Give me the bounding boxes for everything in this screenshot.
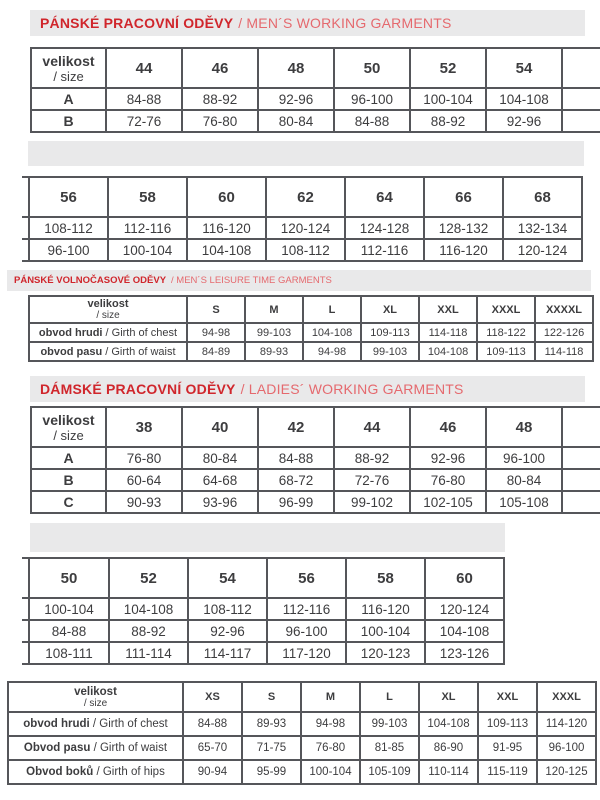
table-row bbox=[31, 110, 600, 132]
row-label-czech: obvod hrudi bbox=[38, 326, 103, 339]
row-label-cell bbox=[29, 323, 187, 342]
size-column-header: 68 bbox=[503, 177, 582, 217]
table-mens-working-sizes-44-54 bbox=[30, 47, 600, 133]
measurement-value-cell: 90-93 bbox=[106, 491, 182, 513]
size-column-header: 38 bbox=[106, 407, 182, 447]
measurement-value-cell: 96-100 bbox=[334, 88, 410, 110]
measurement-value-cell: 120-124 bbox=[266, 217, 345, 239]
measurement-value-cell: 111-114 bbox=[109, 642, 188, 664]
measurement-value-cell: 124-128 bbox=[345, 217, 424, 239]
size-column-header: 64 bbox=[345, 177, 424, 217]
measurement-value-cell: 112-116 bbox=[267, 598, 346, 620]
heading-english-text: / MEN´S LEISURE TIME GARMENTS bbox=[171, 275, 332, 286]
size-column-header: L bbox=[360, 682, 419, 712]
measurement-value-cell: 96-100 bbox=[486, 447, 562, 469]
size-column-header: XL bbox=[361, 296, 419, 323]
measurement-value-cell: 109-113 bbox=[477, 342, 535, 361]
measurement-value-cell: 88-92 bbox=[109, 620, 188, 642]
measurement-value-cell: 100-104 bbox=[410, 88, 486, 110]
measurement-value-cell: 89-93 bbox=[245, 342, 303, 361]
size-column-header: 48 bbox=[486, 407, 562, 447]
row-label-czech: Obvod boků bbox=[26, 766, 94, 778]
size-column-header: 52 bbox=[109, 558, 188, 598]
measurement-value-cell: 91-95 bbox=[478, 736, 537, 760]
measurement-value-cell: 88-92 bbox=[334, 447, 410, 469]
size-label-english: / size bbox=[83, 697, 108, 709]
cut-column-stub bbox=[22, 217, 29, 239]
row-label-cell: C bbox=[31, 491, 106, 513]
size-label-czech: velikost bbox=[87, 298, 129, 310]
cut-column-cell bbox=[562, 447, 600, 469]
measurement-value-cell: 116-120 bbox=[346, 598, 425, 620]
measurement-value-cell: 116-120 bbox=[187, 217, 266, 239]
measurement-value-cell: 64-68 bbox=[182, 469, 258, 491]
cut-column-stub bbox=[22, 642, 29, 664]
size-label-header bbox=[8, 682, 183, 712]
table-row bbox=[31, 88, 600, 110]
row-label-cell: B bbox=[31, 469, 106, 491]
table-row bbox=[22, 217, 582, 239]
measurement-value-cell: 120-124 bbox=[503, 239, 582, 261]
size-column-header: 44 bbox=[106, 48, 182, 88]
row-label-cell bbox=[8, 712, 183, 736]
measurement-value-cell: 100-104 bbox=[301, 760, 360, 784]
measurement-value-cell: 105-108 bbox=[486, 491, 562, 513]
size-label-header bbox=[29, 296, 187, 323]
measurement-value-cell: 104-108 bbox=[486, 88, 562, 110]
row-label-english: / Girth of waist bbox=[90, 742, 168, 754]
measurement-value-cell: 104-108 bbox=[187, 239, 266, 261]
size-column-header: XS bbox=[183, 682, 242, 712]
cut-column-cell bbox=[562, 469, 600, 491]
measurement-value-cell: 128-132 bbox=[424, 217, 503, 239]
table-row bbox=[29, 342, 593, 361]
cut-column-cell bbox=[562, 110, 600, 132]
size-column-header: 46 bbox=[410, 407, 486, 447]
table-header-row bbox=[8, 682, 596, 712]
size-column-header: 46 bbox=[182, 48, 258, 88]
measurement-value-cell: 68-72 bbox=[258, 469, 334, 491]
measurement-value-cell: 108-112 bbox=[266, 239, 345, 261]
measurement-value-cell: 96-100 bbox=[29, 239, 108, 261]
measurement-value-cell: 92-96 bbox=[486, 110, 562, 132]
size-column-header: 56 bbox=[29, 177, 108, 217]
measurement-value-cell: 117-120 bbox=[267, 642, 346, 664]
table-row bbox=[8, 736, 596, 760]
size-column-header: XXXL bbox=[537, 682, 596, 712]
row-label-czech: obvod hrudi bbox=[23, 718, 90, 730]
cut-column-cell bbox=[562, 491, 600, 513]
row-label-cell: A bbox=[31, 447, 106, 469]
row-label-english: / Girth of chest bbox=[102, 326, 178, 339]
measurement-value-cell: 93-96 bbox=[182, 491, 258, 513]
measurement-value-cell: 84-88 bbox=[29, 620, 109, 642]
measurement-value-cell: 88-92 bbox=[182, 88, 258, 110]
measurement-value-cell: 92-96 bbox=[188, 620, 267, 642]
size-column-header: XXXXL bbox=[535, 296, 593, 323]
measurement-value-cell: 123-126 bbox=[425, 642, 504, 664]
measurement-value-cell: 84-88 bbox=[334, 110, 410, 132]
measurement-value-cell: 112-116 bbox=[345, 239, 424, 261]
measurement-value-cell: 112-116 bbox=[108, 217, 187, 239]
size-column-header: 66 bbox=[424, 177, 503, 217]
measurement-value-cell: 114-120 bbox=[537, 712, 596, 736]
measurement-value-cell: 80-84 bbox=[258, 110, 334, 132]
cut-column-header bbox=[562, 48, 600, 88]
table-header-row bbox=[31, 48, 600, 88]
row-label-cell: A bbox=[31, 88, 106, 110]
measurement-value-cell: 132-134 bbox=[503, 217, 582, 239]
measurement-value-cell: 84-89 bbox=[187, 342, 245, 361]
cut-column-stub bbox=[22, 239, 29, 261]
row-label-cell bbox=[29, 342, 187, 361]
spacer-bar bbox=[30, 523, 505, 552]
table-row bbox=[22, 620, 504, 642]
size-column-header: 56 bbox=[267, 558, 346, 598]
size-column-header: XXXL bbox=[477, 296, 535, 323]
table-row bbox=[31, 447, 600, 469]
measurement-value-cell: 118-122 bbox=[477, 323, 535, 342]
measurement-value-cell: 88-92 bbox=[410, 110, 486, 132]
measurement-value-cell: 108-112 bbox=[29, 217, 108, 239]
section-heading-mens-leisure bbox=[7, 270, 591, 291]
measurement-value-cell: 120-123 bbox=[346, 642, 425, 664]
row-label-czech: obvod pasu bbox=[40, 345, 103, 358]
size-label-english: / size bbox=[53, 68, 84, 84]
size-label-czech: velikost bbox=[42, 52, 95, 69]
measurement-value-cell: 109-113 bbox=[478, 712, 537, 736]
size-label-header bbox=[31, 48, 106, 88]
measurement-value-cell: 84-88 bbox=[258, 447, 334, 469]
measurement-value-cell: 99-103 bbox=[360, 712, 419, 736]
size-column-header: 50 bbox=[334, 48, 410, 88]
size-column-header: M bbox=[245, 296, 303, 323]
size-column-header: 54 bbox=[188, 558, 267, 598]
measurement-value-cell: 76-80 bbox=[106, 447, 182, 469]
size-label-english: / size bbox=[96, 310, 120, 321]
table-row bbox=[8, 760, 596, 784]
measurement-value-cell: 72-76 bbox=[106, 110, 182, 132]
cut-column-cell bbox=[562, 88, 600, 110]
measurement-value-cell: 76-80 bbox=[301, 736, 360, 760]
measurement-value-cell: 110-114 bbox=[419, 760, 478, 784]
measurement-value-cell: 94-98 bbox=[303, 342, 361, 361]
measurement-value-cell: 100-104 bbox=[346, 620, 425, 642]
measurement-value-cell: 100-104 bbox=[108, 239, 187, 261]
measurement-value-cell: 90-94 bbox=[183, 760, 242, 784]
size-column-header: 60 bbox=[187, 177, 266, 217]
measurement-value-cell: 86-90 bbox=[419, 736, 478, 760]
size-column-header: 54 bbox=[486, 48, 562, 88]
table-row bbox=[22, 642, 504, 664]
measurement-value-cell: 104-108 bbox=[419, 712, 478, 736]
measurement-value-cell: 109-113 bbox=[361, 323, 419, 342]
size-label-czech: velikost bbox=[74, 685, 117, 698]
table-header-row bbox=[29, 296, 593, 323]
measurement-value-cell: 100-104 bbox=[29, 598, 109, 620]
size-column-header: L bbox=[303, 296, 361, 323]
row-label-english: / Girth of chest bbox=[89, 718, 168, 730]
heading-czech-text: PÁNSKÉ PRACOVNÍ ODĚVY bbox=[40, 15, 234, 31]
section-heading-mens-working bbox=[30, 10, 585, 36]
measurement-value-cell: 104-108 bbox=[109, 598, 188, 620]
measurement-value-cell: 108-111 bbox=[29, 642, 109, 664]
size-column-header: 60 bbox=[425, 558, 504, 598]
row-label-cell bbox=[8, 760, 183, 784]
measurement-value-cell: 96-99 bbox=[258, 491, 334, 513]
measurement-value-cell: 81-85 bbox=[360, 736, 419, 760]
measurement-value-cell: 105-109 bbox=[360, 760, 419, 784]
size-column-header: 48 bbox=[258, 48, 334, 88]
table-ladies-measurements bbox=[7, 681, 597, 785]
size-label-english: / size bbox=[53, 427, 84, 443]
size-column-header: S bbox=[242, 682, 301, 712]
measurement-value-cell: 76-80 bbox=[182, 110, 258, 132]
measurement-value-cell: 96-100 bbox=[537, 736, 596, 760]
measurement-value-cell: 116-120 bbox=[424, 239, 503, 261]
measurement-value-cell: 99-103 bbox=[245, 323, 303, 342]
row-label-czech: Obvod pasu bbox=[23, 742, 91, 754]
table-header-row bbox=[31, 407, 600, 447]
measurement-value-cell: 114-118 bbox=[535, 342, 593, 361]
row-label-cell bbox=[8, 736, 183, 760]
size-column-header: 58 bbox=[108, 177, 187, 217]
measurement-value-cell: 84-88 bbox=[106, 88, 182, 110]
measurement-value-cell: 120-125 bbox=[537, 760, 596, 784]
measurement-value-cell: 89-93 bbox=[242, 712, 301, 736]
measurement-value-cell: 60-64 bbox=[106, 469, 182, 491]
cut-column-stub bbox=[22, 558, 29, 598]
table-row bbox=[31, 469, 600, 491]
measurement-value-cell: 80-84 bbox=[486, 469, 562, 491]
table-header-row bbox=[22, 558, 504, 598]
measurement-value-cell: 104-108 bbox=[425, 620, 504, 642]
measurement-value-cell: 72-76 bbox=[334, 469, 410, 491]
spacer-bar bbox=[28, 141, 584, 166]
size-column-header: XXL bbox=[419, 296, 477, 323]
size-column-header: 58 bbox=[346, 558, 425, 598]
measurement-value-cell: 115-119 bbox=[478, 760, 537, 784]
size-column-header: 42 bbox=[258, 407, 334, 447]
table-row bbox=[31, 491, 600, 513]
measurement-value-cell: 104-108 bbox=[303, 323, 361, 342]
measurement-value-cell: 122-126 bbox=[535, 323, 593, 342]
measurement-value-cell: 94-98 bbox=[187, 323, 245, 342]
size-column-header: M bbox=[301, 682, 360, 712]
cut-column-stub bbox=[22, 177, 29, 217]
measurement-value-cell: 120-124 bbox=[425, 598, 504, 620]
measurement-value-cell: 65-70 bbox=[183, 736, 242, 760]
size-column-header: 62 bbox=[266, 177, 345, 217]
heading-english-text: / MEN´S WORKING GARMENTS bbox=[238, 15, 452, 31]
measurement-value-cell: 114-118 bbox=[419, 323, 477, 342]
heading-czech-text: PÁNSKÉ VOLNOČASOVÉ ODĚVY bbox=[14, 275, 167, 286]
measurement-value-cell: 99-103 bbox=[361, 342, 419, 361]
row-label-english: / Girth of waist bbox=[102, 345, 176, 358]
table-mens-working-sizes-56-68 bbox=[22, 176, 584, 262]
measurement-value-cell: 114-117 bbox=[188, 642, 267, 664]
size-column-header: S bbox=[187, 296, 245, 323]
measurement-value-cell: 104-108 bbox=[419, 342, 477, 361]
row-label-english: / Girth of hips bbox=[93, 766, 165, 778]
size-label-czech: velikost bbox=[42, 411, 95, 428]
measurement-value-cell: 102-105 bbox=[410, 491, 486, 513]
table-row bbox=[22, 598, 504, 620]
measurement-value-cell: 80-84 bbox=[182, 447, 258, 469]
heading-english-text: / LADIES´ WORKING GARMENTS bbox=[240, 381, 464, 397]
cut-column-stub bbox=[22, 598, 29, 620]
heading-czech-text: DÁMSKÉ PRACOVNÍ ODĚVY bbox=[40, 381, 236, 397]
measurement-value-cell: 84-88 bbox=[183, 712, 242, 736]
size-label-header bbox=[31, 407, 106, 447]
table-ladies-working-sizes-50-60 bbox=[22, 557, 506, 665]
table-row bbox=[22, 239, 582, 261]
table-ladies-working-sizes-38-48 bbox=[30, 406, 600, 514]
measurement-value-cell: 94-98 bbox=[301, 712, 360, 736]
table-row bbox=[29, 323, 593, 342]
size-column-header: XL bbox=[419, 682, 478, 712]
size-column-header: 52 bbox=[410, 48, 486, 88]
measurement-value-cell: 95-99 bbox=[242, 760, 301, 784]
table-header-row bbox=[22, 177, 582, 217]
size-column-header: 40 bbox=[182, 407, 258, 447]
cut-column-header bbox=[562, 407, 600, 447]
cut-column-stub bbox=[22, 620, 29, 642]
size-column-header: 44 bbox=[334, 407, 410, 447]
section-heading-ladies-working bbox=[30, 376, 585, 402]
measurement-value-cell: 96-100 bbox=[267, 620, 346, 642]
measurement-value-cell: 71-75 bbox=[242, 736, 301, 760]
table-mens-leisure-measurements bbox=[28, 295, 594, 362]
size-column-header: 50 bbox=[29, 558, 109, 598]
measurement-value-cell: 108-112 bbox=[188, 598, 267, 620]
row-label-cell: B bbox=[31, 110, 106, 132]
measurement-value-cell: 92-96 bbox=[258, 88, 334, 110]
measurement-value-cell: 99-102 bbox=[334, 491, 410, 513]
measurement-value-cell: 92-96 bbox=[410, 447, 486, 469]
size-column-header: XXL bbox=[478, 682, 537, 712]
measurement-value-cell: 76-80 bbox=[410, 469, 486, 491]
table-row bbox=[8, 712, 596, 736]
